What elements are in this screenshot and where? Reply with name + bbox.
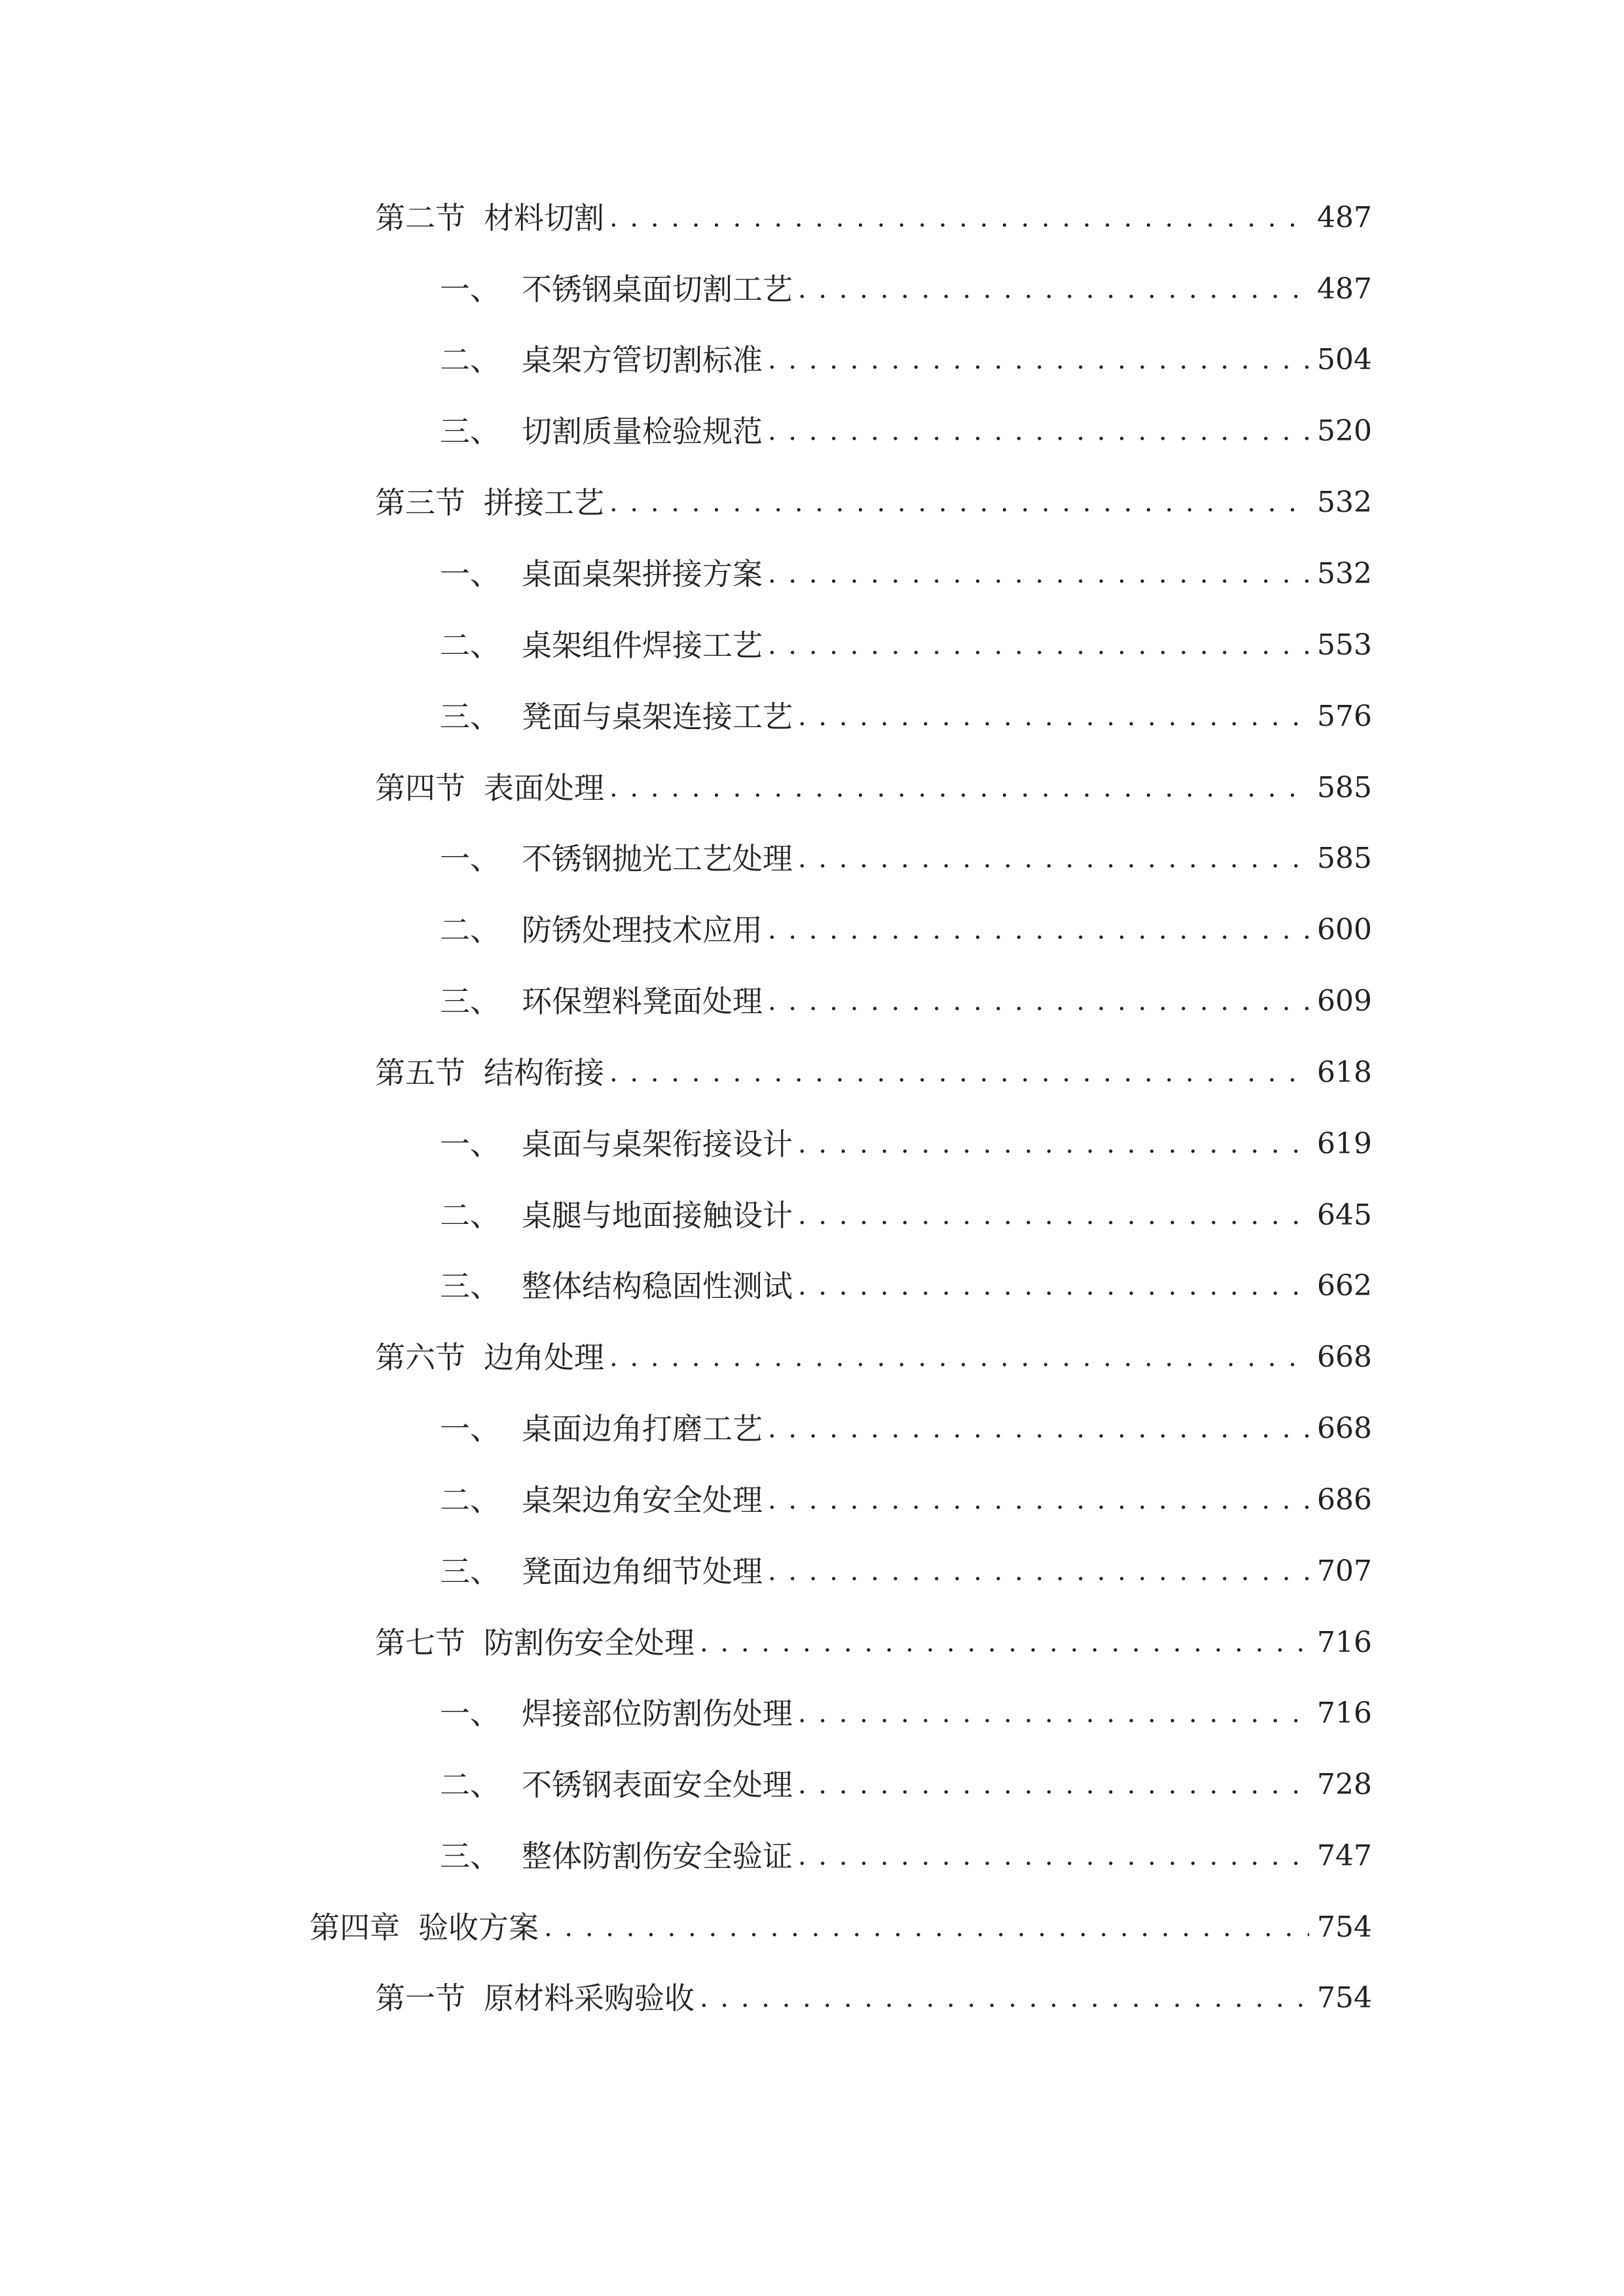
toc-dot-leader	[609, 1043, 1309, 1102]
toc-num: 三、	[440, 699, 500, 734]
toc-title: 凳面边角细节处理	[522, 1554, 763, 1589]
toc-page-number: 532	[1317, 486, 1372, 519]
toc-item-line[interactable]	[440, 260, 1372, 319]
toc-page-number: 686	[1317, 1483, 1372, 1516]
toc-title: 材料切割	[484, 200, 604, 236]
toc-item-line[interactable]	[440, 1115, 1372, 1174]
toc-num: 二、	[440, 342, 500, 378]
toc-item-line[interactable]	[440, 829, 1372, 888]
toc-dot-leader	[798, 1684, 1309, 1743]
toc-title: 环保塑料凳面处理	[522, 984, 763, 1019]
toc-num: 二、	[440, 1767, 500, 1803]
toc-num: 一、	[440, 1411, 500, 1446]
toc-title: 焊接部位防割伤处理	[522, 1696, 793, 1731]
toc-item-line[interactable]	[440, 402, 1372, 461]
toc-page-number: 754	[1317, 1981, 1372, 2015]
toc-dot-leader	[798, 687, 1309, 746]
toc-num: 第二节	[375, 200, 465, 236]
toc-dot-leader	[798, 1186, 1309, 1245]
toc-title: 边角处理	[484, 1340, 604, 1375]
toc-page-number: 487	[1317, 272, 1372, 306]
toc-num: 二、	[440, 1482, 500, 1518]
toc-num: 二、	[440, 1198, 500, 1233]
toc-dot-leader	[609, 1328, 1309, 1387]
toc-title: 表面处理	[484, 770, 604, 806]
toc-page-number: 707	[1317, 1554, 1372, 1588]
toc-dot-leader	[768, 972, 1309, 1031]
toc-title: 桌架边角安全处理	[522, 1482, 763, 1518]
toc-dot-leader	[544, 1898, 1309, 1957]
toc-dot-leader	[768, 1542, 1309, 1601]
toc-title: 桌面边角打磨工艺	[522, 1411, 763, 1446]
toc-page-number: 532	[1317, 557, 1372, 590]
toc-page-number: 504	[1317, 343, 1372, 376]
toc-section-line[interactable]	[375, 188, 1372, 247]
toc-title: 防锈处理技术应用	[522, 912, 763, 948]
toc-dot-leader	[798, 260, 1309, 319]
toc-num: 一、	[440, 272, 500, 307]
toc-title: 原材料采购验收	[484, 1981, 695, 2016]
toc-title: 防割伤安全处理	[484, 1625, 695, 1660]
toc-dot-leader	[798, 1257, 1309, 1316]
toc-title: 验收方案	[418, 1910, 539, 1945]
toc-title: 桌架方管切割标准	[522, 342, 763, 378]
toc-page-number: 728	[1317, 1768, 1372, 1801]
toc-title: 整体结构稳固性测试	[522, 1268, 793, 1304]
toc-section-line[interactable]	[375, 759, 1372, 817]
toc-page-number: 747	[1317, 1839, 1372, 1873]
toc-num: 第五节	[375, 1055, 465, 1090]
toc-dot-leader	[609, 188, 1309, 247]
toc-num: 三、	[440, 1554, 500, 1589]
toc-num: 一、	[440, 841, 500, 876]
toc-dot-leader	[798, 829, 1309, 888]
toc-title: 不锈钢桌面切割工艺	[522, 272, 793, 307]
toc-page-number: 600	[1317, 913, 1372, 946]
toc-dot-leader	[798, 1755, 1309, 1814]
toc-dot-leader	[768, 616, 1309, 675]
toc-num: 第七节	[375, 1625, 465, 1660]
toc-dot-leader	[768, 1399, 1309, 1458]
toc-dot-leader	[609, 759, 1309, 817]
toc-title: 切割质量检验规范	[522, 414, 763, 449]
toc-page-number: 619	[1317, 1127, 1372, 1160]
toc-page-number: 668	[1317, 1412, 1372, 1445]
toc-num: 第一节	[375, 1981, 465, 2016]
toc-dot-leader	[768, 901, 1309, 960]
toc-item-line[interactable]	[440, 616, 1372, 675]
toc-page-number: 520	[1317, 414, 1372, 448]
toc-num: 一、	[440, 1696, 500, 1731]
toc-page-number: 487	[1317, 201, 1372, 234]
toc-num: 二、	[440, 912, 500, 948]
toc-page-number: 754	[1317, 1910, 1372, 1944]
toc-dot-leader	[768, 1471, 1309, 1530]
toc-section-line[interactable]	[375, 1328, 1372, 1387]
toc-item-line[interactable]	[440, 1471, 1372, 1530]
toc-dot-leader	[609, 473, 1309, 532]
toc-item-line[interactable]	[440, 1186, 1372, 1245]
toc-item-line[interactable]	[440, 1399, 1372, 1458]
toc-item-line[interactable]	[440, 687, 1372, 746]
toc-title: 不锈钢表面安全处理	[522, 1767, 793, 1803]
toc-title: 结构衔接	[484, 1055, 604, 1090]
toc-item-line[interactable]	[440, 331, 1372, 389]
toc-item-line[interactable]	[440, 545, 1372, 603]
toc-page-number: 609	[1317, 984, 1372, 1018]
toc-chapter-line[interactable]	[310, 1898, 1372, 1957]
toc-title: 不锈钢抛光工艺处理	[522, 841, 793, 876]
toc-item-line[interactable]	[440, 901, 1372, 960]
toc-page-number: 668	[1317, 1340, 1372, 1374]
toc-dot-leader	[700, 1969, 1309, 2028]
toc-item-line[interactable]	[440, 1755, 1372, 1814]
toc-section-line[interactable]	[375, 473, 1372, 532]
toc-dot-leader	[768, 402, 1309, 461]
toc-num: 三、	[440, 984, 500, 1019]
toc-title: 桌架组件焊接工艺	[522, 628, 763, 663]
toc-page-number: 585	[1317, 842, 1372, 875]
toc-num: 三、	[440, 1839, 500, 1874]
toc-page-number: 618	[1317, 1056, 1372, 1089]
toc-dot-leader	[768, 545, 1309, 603]
toc-item-line[interactable]	[440, 1257, 1372, 1316]
toc-title: 桌腿与地面接触设计	[522, 1198, 793, 1233]
toc-item-line[interactable]	[440, 1684, 1372, 1743]
toc-num: 第三节	[375, 485, 465, 520]
toc-num: 三、	[440, 414, 500, 449]
toc-dot-leader	[798, 1115, 1309, 1174]
toc-dot-leader	[768, 331, 1309, 389]
toc-page-number: 662	[1317, 1269, 1372, 1302]
toc-page-number: 553	[1317, 628, 1372, 662]
toc-page-number: 576	[1317, 700, 1372, 733]
toc-item-line[interactable]	[440, 1827, 1372, 1886]
toc-section-line[interactable]	[375, 1613, 1372, 1672]
toc-title: 凳面与桌架连接工艺	[522, 699, 793, 734]
toc-num: 第四章	[310, 1910, 400, 1945]
toc-title: 整体防割伤安全验证	[522, 1839, 793, 1874]
toc-title: 桌面与桌架衔接设计	[522, 1126, 793, 1162]
toc-dot-leader	[798, 1827, 1309, 1886]
toc-dot-leader	[700, 1613, 1309, 1672]
toc-num: 二、	[440, 628, 500, 663]
toc-section-line[interactable]	[375, 1969, 1372, 2028]
toc-page-number: 716	[1317, 1626, 1372, 1659]
toc-item-line[interactable]	[440, 1542, 1372, 1601]
toc-num: 三、	[440, 1268, 500, 1304]
toc-title: 拼接工艺	[484, 485, 604, 520]
toc-page-number: 716	[1317, 1696, 1372, 1730]
toc-num: 第六节	[375, 1340, 465, 1375]
toc-page-number: 585	[1317, 771, 1372, 804]
toc-item-line[interactable]	[440, 972, 1372, 1031]
toc-num: 一、	[440, 1126, 500, 1162]
toc-num: 第四节	[375, 770, 465, 806]
toc-section-line[interactable]	[375, 1043, 1372, 1102]
toc-num: 一、	[440, 556, 500, 592]
toc-page-number: 645	[1317, 1198, 1372, 1232]
toc-title: 桌面桌架拼接方案	[522, 556, 763, 592]
